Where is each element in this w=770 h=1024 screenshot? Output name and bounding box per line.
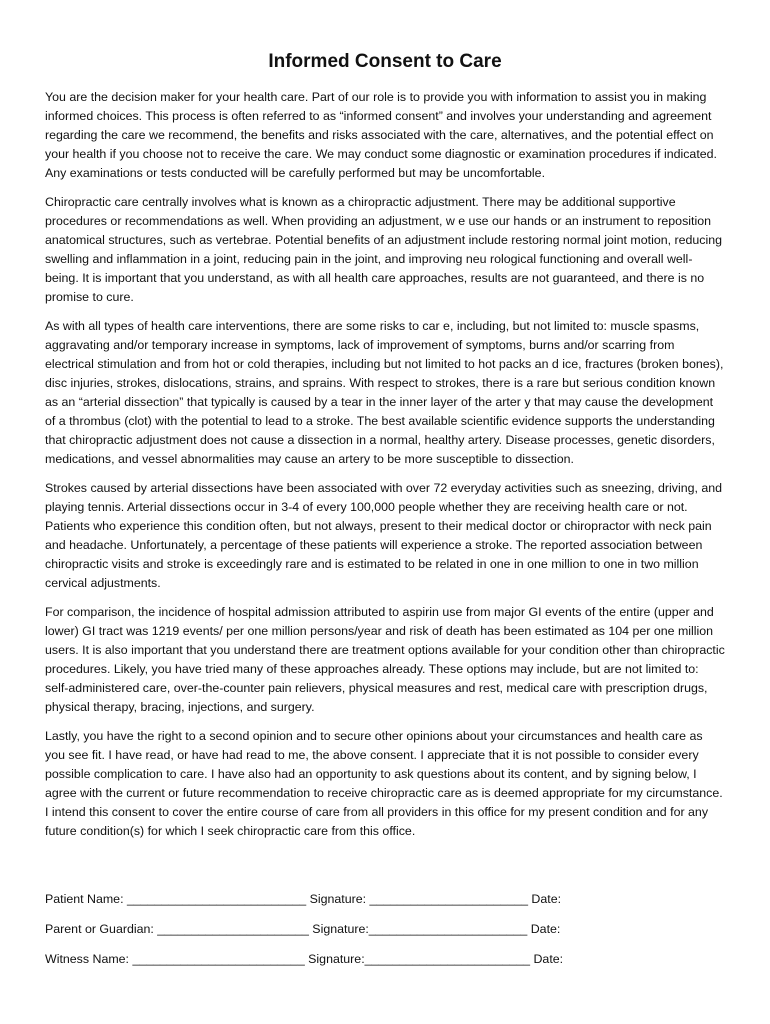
document-body (45, 88, 725, 851)
guardian-signature-line[interactable]: Parent or Guardian: ______________________ Signature:_______________________ Date: (45, 922, 561, 936)
patient-signature-line[interactable]: Patient Name: __________________________ Signature: _______________________ Date: (45, 892, 562, 906)
paragraph-comparison: For comparison, the incidence of hospital admission attributed to aspirin use from major GI events of the entire (upper and lower) GI tract was 1219 events/ per one million persons/year and risk of death has been estimated as 104 per one million users. It is also important that you understand there are treatment options available for your condition other than chiropractic procedures. Likely, you have tried many of these approaches already. These options may include, but are not limited to: self-administered care, over-the-counter pain relievers, physical measures and rest, medical care with prescription drugs, physical therapy, bracing, injections, and surgery. (45, 605, 725, 714)
witness-signature-line[interactable]: Witness Name: _________________________ Signature:________________________ Date: (45, 952, 564, 966)
paragraph-adjustment: Chiropractic care centrally involves what is known as a chiropractic adjustment. There may be additional supportive procedures or recommendations as well. When providing an adjustment, w e use our hands or an instrument to reposition anatomical structures, such as vertebrae. Potential benefits of an adjustment include restoring normal joint motion, reducing swelling and inflammation in a joint, reducing pain in the joint, and improving neu rological functioning and overall well-being. It is important that you understand, as with all health care approaches, results are not guaranteed, and there is no promise to cure. (45, 195, 723, 304)
paragraph-risks: As with all types of health care interventions, there are some risks to car e, including, but not limited to: muscle spasms, aggravating and/or temporary increase in symptoms, lack of improvement of symptoms, burns and/or scarring from electrical stimulation and from hot or cold therapies, including but not limited to hot packs an d ice, fractures (broken bones), disc injuries, strokes, dislocations, strains, and sprains. With respect to strokes, there is a rare but serious condition known as an “arterial dissection” that typically is caused by a tear in the inner layer of the arter y that may cause the development of a thrombus (clot) with the potential to lead to a stroke. The best available scientific evidence supports the understanding that chiropractic adjustment does not cause a dissection in a normal, healthy artery. Disease processes, genetic disorders, medications, and vessel abnormalities may cause an artery to be more susceptible to dissection. (45, 319, 724, 466)
paragraph-strokes: Strokes caused by arterial dissections have been associated with over 72 everyday activities such as sneezing, driving, and playing tennis. Arterial dissections occur in 3-4 of every 100,000 people whether they are receiving health care or not. Patients who experience this condition often, but not always, present to their medical doctor or chiropractor with neck pain and headache. Unfortunately, a percentage of these patients will experience a stroke. The reported association between chiropractic visits and stroke is exceedingly rare and is estimated to be related in one in one million to one in two million cervical adjustments. (45, 481, 723, 590)
paragraph-consent: Lastly, you have the right to a second opinion and to secure other opinions about your circumstances and health care as you see fit. I have read, or have had read to me, the above consent. I appreciate that it is not possible to consider every possible complication to care. I have also had an opportunity to ask questions about its content, and by signing below, I agree with the current or future recommendation to receive chiropractic care as is deemed appropriate for my circumstance. I intend this consent to cover the entire course of care from all providers in this office for my present condition and for any future condition(s) for which I seek chiropractic care from this office. (45, 729, 723, 838)
signature-block (45, 890, 725, 980)
document-title: Informed Consent to Care (268, 51, 502, 72)
paragraph-intro: You are the decision maker for your health care. Part of our role is to provide you with information to assist you in making informed choices. This process is often referred to as “informed consent” and involves your understanding and agreement regarding the care we recommend, the benefits and risks associated with the care, alternatives, and the potential effect on your health if you choose not to receive the care. We may conduct some diagnostic or examination procedures if indicated. Any examinations or tests conducted will be carefully performed but may be uncomfortable. (45, 90, 717, 180)
